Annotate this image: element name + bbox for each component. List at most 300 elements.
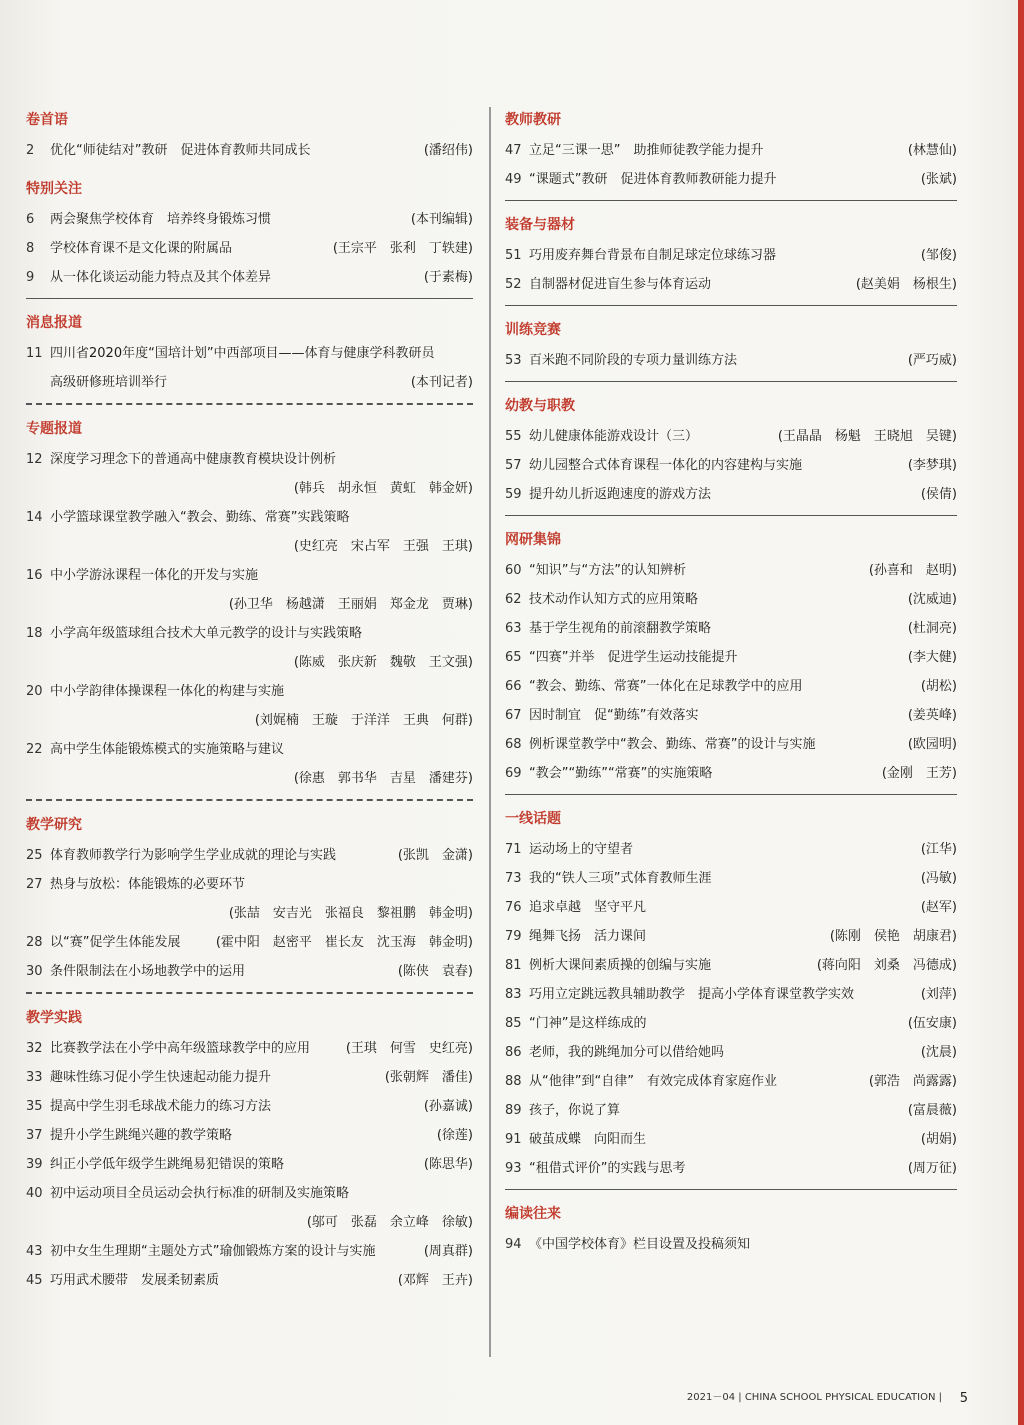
entry-left [505,864,711,893]
entry-left [505,585,698,614]
article-title: 运动场上的守望者 [529,842,634,857]
entry-left [505,614,711,643]
article-title: 巧用废弃舞台背景布自制足球定位球练习器 [529,248,777,263]
article-authors: (江华) [920,842,957,857]
entry-left [26,1063,271,1092]
toc-entry[interactable] [26,263,473,292]
article-authors: (陈思华) [423,1157,473,1172]
article-authors [465,445,473,474]
article-title: 百米跑不同阶段的专项力量训练方法 [529,353,738,368]
page-ref-number: 40 [26,1186,43,1201]
toc-entry[interactable] [505,759,957,788]
page-ref-number: 6 [26,212,35,227]
toc-entry[interactable] [505,585,957,614]
toc-entry[interactable] [26,234,473,263]
entry-left [26,445,336,474]
article-authors: (赵军) [920,900,957,915]
toc-entry[interactable] [26,706,473,735]
article-title: 巧用立定跳远教具辅助教学 提高小学体育课堂教学实效 [529,987,855,1002]
toc-entry[interactable] [26,1034,473,1063]
toc-entry[interactable] [26,1121,473,1150]
entry-left [505,346,737,375]
section-divider [505,1189,957,1190]
article-authors: (韩兵 胡永恒 黄虹 韩金妍) [293,481,473,496]
page-ref-number: 86 [505,1045,522,1060]
page-ref-number: 18 [26,626,43,641]
article-title: 优化“师徒结对”教研 促进体育教师共同成长 [50,143,311,158]
toc-entry[interactable] [26,1150,473,1179]
section-title: 教师教研 [505,112,561,128]
article-authors: (赵美娟 杨根生) [855,277,957,292]
article-authors [465,339,473,368]
page-ref-number: 28 [26,935,43,950]
page-ref-number: 68 [505,737,522,752]
article-title: “教会、勤练、常赛”一体化在足球教学中的应用 [529,679,803,694]
section-title: 教学实践 [26,1010,82,1026]
toc-entry[interactable] [26,205,473,234]
page-ref-number: 53 [505,353,522,368]
article-authors [465,561,473,590]
toc-entry[interactable] [26,764,473,793]
toc-entry[interactable] [26,735,473,764]
page-ref-number: 37 [26,1128,43,1143]
toc-entry[interactable] [505,701,957,730]
toc-entry[interactable] [505,672,957,701]
article-title: 自制器材促进盲生参与体育运动 [529,277,712,292]
article-authors [465,619,473,648]
toc-entry[interactable] [26,474,473,503]
article-authors: (李大健) [907,650,957,665]
toc-entry[interactable] [505,730,957,759]
article-authors: (王琪 何雪 史红亮) [345,1041,473,1056]
article-title: 我的“铁人三项”式体育教师生涯 [529,871,712,886]
page-ref-number: 83 [505,987,522,1002]
section-title: 训练竞赛 [505,322,561,338]
toc-section [26,313,473,405]
toc-entry[interactable] [505,422,957,451]
toc-entry[interactable] [505,1096,957,1125]
toc-entry[interactable] [26,619,473,648]
article-title: 巧用武术腰带 发展柔韧素质 [50,1273,220,1288]
article-authors: (杜洞亮) [907,621,957,636]
toc-entry[interactable] [26,1266,473,1295]
article-authors: (周真群) [423,1244,473,1259]
article-authors: (本刊记者) [410,375,473,390]
page-ref-number: 59 [505,487,522,502]
section-title: 特别关注 [26,181,82,197]
toc-entry[interactable] [26,561,473,590]
toc-entry[interactable] [505,1230,957,1259]
page-ref-number: 2 [26,143,35,158]
page-ref-number: 51 [505,248,522,263]
toc-entry[interactable] [505,241,957,270]
page-ref-number: 14 [26,510,43,525]
red-page-edge [1018,0,1024,1425]
article-authors: (李梦琪) [907,458,957,473]
article-authors: (严巧威) [907,353,957,368]
toc-entry[interactable] [505,643,957,672]
article-authors: (蒋向阳 刘桑 冯德成) [816,958,957,973]
article-authors: (邓辉 王卉) [397,1273,473,1288]
toc-entry[interactable] [505,346,957,375]
entry-left [26,234,232,263]
article-title: 中小学游泳课程一体化的开发与实施 [50,568,259,583]
entry-left [505,1154,685,1183]
toc-entry[interactable] [26,899,473,928]
article-title: “四赛”并举 促进学生运动技能提升 [529,650,738,665]
toc-entry[interactable] [505,136,957,165]
toc-section [505,1204,957,1259]
toc-entry[interactable] [26,339,473,368]
entry-left [26,870,245,899]
right-column [505,110,957,1273]
section-divider [26,298,473,299]
page-ref-number: 94 [505,1237,522,1252]
article-authors: (刘娓楠 王璇 于洋洋 王典 何群) [254,713,473,728]
article-title: 热身与放松：体能锻炼的必要环节 [50,877,246,892]
entry-left [505,241,776,270]
article-title: 追求卓越 坚守平凡 [529,900,647,915]
article-authors: (欧园明) [907,737,957,752]
page-ref-number: 57 [505,458,522,473]
article-title: 提升小学生跳绳兴趣的教学策略 [50,1128,233,1143]
entry-left [26,1121,232,1150]
toc-section [26,1008,473,1295]
article-authors: (霍中阳 赵密平 崔长友 沈玉海 韩金明) [215,935,473,950]
toc-entry[interactable] [505,835,957,864]
toc-entry[interactable] [505,1125,957,1154]
article-title: 孩子，你说了算 [529,1103,621,1118]
toc-entry[interactable] [505,864,957,893]
entry-left [505,730,815,759]
toc-entry[interactable] [26,1237,473,1266]
page-ref-number: 62 [505,592,522,607]
page-ref-number: 35 [26,1099,43,1114]
page-number: 5 [959,1391,968,1406]
toc-entry[interactable] [26,841,473,870]
entry-left [26,841,336,870]
article-title: “租借式评价”的实践与思考 [529,1161,686,1176]
toc-entry[interactable] [505,922,957,951]
toc-entry[interactable] [505,614,957,643]
toc-entry[interactable] [505,951,957,980]
entry-left [26,561,258,590]
article-authors: (刘萍) [920,987,957,1002]
article-authors: (徐莲) [436,1128,473,1143]
entry-left [505,701,698,730]
article-authors: (邬可 张磊 余立峰 徐敏) [306,1215,473,1230]
toc-entry[interactable] [505,1154,957,1183]
page-ref-number: 25 [26,848,43,863]
page-ref-number: 81 [505,958,522,973]
article-authors: (徐惠 郭书华 吉星 潘建芬) [293,771,473,786]
article-title: 基于学生视角的前滚翻教学策略 [529,621,712,636]
page-ref-number: 16 [26,568,43,583]
toc-entry[interactable] [26,503,473,532]
section-divider [26,799,473,801]
toc-entry[interactable] [505,1038,957,1067]
section-title: 教学研究 [26,817,82,833]
entry-left [26,263,271,292]
entry-left [505,893,646,922]
toc-entry[interactable] [26,445,473,474]
toc-entry[interactable] [505,451,957,480]
page-ref-number: 88 [505,1074,522,1089]
page-ref-number: 33 [26,1070,43,1085]
entry-left [505,136,763,165]
footer-issue-info: 2021－04 | CHINA SCHOOL PHYSICAL EDUCATION | [686,1392,942,1403]
article-authors: (金刚 王芳) [881,766,957,781]
article-title: 趣味性练习促小学生快速起动能力提升 [50,1070,272,1085]
article-authors [465,503,473,532]
toc-entry[interactable] [26,928,473,957]
article-title: 初中运动项目全员运动会执行标准的研制及实施策略 [50,1186,350,1201]
article-authors: (胡松) [920,679,957,694]
entry-left [26,957,245,986]
toc-entry[interactable] [26,957,473,986]
page-ref-number: 67 [505,708,522,723]
entry-left [505,1038,724,1067]
entry-left [505,1067,777,1096]
entry-left [26,1179,349,1208]
article-title: 比赛教学法在小学中高年级篮球教学中的应用 [50,1041,311,1056]
article-title: 从一体化谈运动能力特点及其个体差异 [50,270,272,285]
article-title: 深度学习理念下的普通高中健康教育模块设计例析 [50,452,337,467]
section-title: 编读往来 [505,1206,561,1222]
article-authors: (胡娟) [920,1132,957,1147]
article-authors: (伍安康) [907,1016,957,1031]
article-title: 高级研修班培训举行 [50,375,168,390]
article-authors: (张斌) [920,172,957,187]
toc-entry[interactable] [26,1092,473,1121]
page-ref-number: 65 [505,650,522,665]
toc-section [505,809,957,1190]
article-authors: (侯倩) [920,487,957,502]
toc-entry[interactable] [505,1067,957,1096]
section-title: 幼教与职教 [505,398,575,414]
article-authors: (沈晨) [920,1045,957,1060]
article-title: 四川省2020年度“国培计划”中西部项目——体育与健康学科教研员 [50,346,435,361]
entry-left [505,1096,620,1125]
page-ref-number: 9 [26,270,35,285]
page-ref-number: 11 [26,346,43,361]
section-title: 网研集锦 [505,532,561,548]
article-title: 绳舞飞扬 活力课间 [529,929,647,944]
entry-left [505,835,633,864]
article-title: 纠正小学低年级学生跳绳易犯错误的策略 [50,1157,285,1172]
article-authors: (周万征) [907,1161,957,1176]
section-divider [505,381,957,382]
toc-entry[interactable] [505,893,957,922]
article-authors: (孙卫华 杨越潇 王丽娟 郑金龙 贾琳) [228,597,473,612]
article-title: 例析课堂教学中“教会、勤练、常赛”的设计与实施 [529,737,816,752]
article-title: 例析大课间素质操的创编与实施 [529,958,712,973]
section-divider [505,200,957,201]
toc-section [505,396,957,516]
article-authors: (陈威 张庆新 魏敬 王文强) [293,655,473,670]
article-authors [465,677,473,706]
entry-left [505,556,686,585]
toc-entry[interactable] [505,556,957,585]
page-ref-number: 52 [505,277,522,292]
entry-left [505,922,646,951]
page-ref-number: 12 [26,452,43,467]
article-authors: (孙喜和 赵明) [868,563,957,578]
entry-left [26,1034,310,1063]
entry-left [505,165,776,194]
entry-left [505,980,854,1009]
article-title: 体育教师教学行为影响学生学业成就的理论与实践 [50,848,337,863]
entry-left [26,1092,271,1121]
article-title: 条件限制法在小场地教学中的运用 [50,964,246,979]
toc-entry[interactable] [26,648,473,677]
toc-section [505,110,957,201]
article-title: 高中学生体能锻炼模式的实施策略与建议 [50,742,285,757]
section-divider [505,305,957,306]
entry-left [26,1150,284,1179]
left-column [26,110,473,1309]
article-authors: (张朝辉 潘佳) [384,1070,473,1085]
entry-left [26,136,310,165]
page-ref-number: 32 [26,1041,43,1056]
toc-section [26,815,473,994]
article-authors: (邹俊) [920,248,957,263]
toc-section [505,215,957,306]
entry-left [26,1266,219,1295]
article-title: 幼儿健康体能游戏设计（三） [529,429,699,444]
article-authors: (郭浩 尚露露) [868,1074,957,1089]
article-title: “门神”是这样练成的 [529,1016,647,1031]
page-ref-number: 89 [505,1103,522,1118]
entry-left [505,451,802,480]
page-ref-number: 49 [505,172,522,187]
article-title: 两会聚焦学校体育 培养终身锻炼习惯 [50,212,272,227]
toc-entry[interactable] [26,136,473,165]
page-ref-number: 60 [505,563,522,578]
article-authors: (陈侠 袁春) [397,964,473,979]
article-title: 老师，我的跳绳加分可以借给她吗 [529,1045,725,1060]
entry-left [26,503,349,532]
article-title: 小学高年级篮球组合技术大单元教学的设计与实践策略 [50,626,363,641]
page-ref-number: 76 [505,900,522,915]
entry-left [505,951,711,980]
page-ref-number: 73 [505,871,522,886]
page-ref-number: 20 [26,684,43,699]
article-title: 以“赛”促学生体能发展 [50,935,181,950]
entry-left [26,735,284,764]
toc-section [26,110,473,165]
page-ref-number: 27 [26,877,43,892]
toc-entry[interactable] [26,590,473,619]
entry-left [26,368,167,397]
page-ref-number: 93 [505,1161,522,1176]
article-title: 初中女生生理期“主题处方式”瑜伽锻炼方案的设计与实施 [50,1244,376,1259]
toc-entry[interactable] [505,980,957,1009]
section-divider [505,794,957,795]
toc-entry[interactable] [505,270,957,299]
column-divider [489,107,491,1357]
article-title: 学校体育课不是文化课的附属品 [50,241,233,256]
toc-entry[interactable] [505,165,957,194]
toc-entry[interactable] [26,368,473,397]
toc-entry[interactable] [505,1009,957,1038]
article-title: 立足“三课一思” 助推师徒教学能力提升 [529,143,764,158]
article-authors: (姜英峰) [907,708,957,723]
page-ref-number: 30 [26,964,43,979]
section-title: 卷首语 [26,112,68,128]
article-authors: (富晨薇) [907,1103,957,1118]
entry-left [26,677,284,706]
article-authors: (陈刚 侯艳 胡康君) [829,929,957,944]
article-authors: (于素梅) [423,270,473,285]
article-title: 中小学韵律体操课程一体化的构建与实施 [50,684,285,699]
toc-entry[interactable] [26,677,473,706]
page-ref-number: 39 [26,1157,43,1172]
article-authors: (本刊编辑) [410,212,473,227]
toc-entry[interactable] [26,1063,473,1092]
entry-left [505,1009,646,1038]
entry-left [26,928,180,957]
article-authors: (王晶晶 杨魁 王晓旭 吴键) [777,429,957,444]
toc-section [26,419,473,801]
article-authors: (张喆 安吉光 张福良 黎祖鹏 韩金明) [228,906,473,921]
entry-left [26,1237,375,1266]
page-ref-number: 79 [505,929,522,944]
toc-entry[interactable] [505,480,957,509]
entry-left [505,1125,646,1154]
toc-entry[interactable] [26,1179,473,1208]
entry-left [26,619,362,648]
entry-left [505,270,711,299]
page-ref-number: 85 [505,1016,522,1031]
entry-left [505,643,737,672]
article-title: 因时制宜 促“勤练”有效落实 [529,708,699,723]
page-ref-number: 71 [505,842,522,857]
page-ref-number: 91 [505,1132,522,1147]
article-authors [465,1179,473,1208]
article-title: 《中国学校体育》栏目设置及投稿须知 [529,1237,751,1252]
entry-left [505,672,802,701]
toc-entry[interactable] [26,1208,473,1237]
page-ref-number: 22 [26,742,43,757]
page-ref-number: 69 [505,766,522,781]
article-title: 提高中学生羽毛球战术能力的练习方法 [50,1099,272,1114]
article-authors: (史红亮 宋占军 王强 王琪) [293,539,473,554]
article-authors: (沈威迪) [907,592,957,607]
section-divider [505,515,957,516]
article-authors [465,870,473,899]
article-authors [949,1230,957,1259]
article-authors: (冯敏) [920,871,957,886]
page-ref-number: 8 [26,241,35,256]
article-authors: (孙嘉诚) [423,1099,473,1114]
page-ref-number: 47 [505,143,522,158]
entry-left [26,339,435,368]
article-title: “课题式”教研 促进体育教师教研能力提升 [529,172,777,187]
toc-entry[interactable] [26,870,473,899]
page-ref-number: 66 [505,679,522,694]
page-ref-number: 45 [26,1273,43,1288]
toc-entry[interactable] [26,532,473,561]
article-authors: (张凯 金潇) [397,848,473,863]
article-title: 幼儿园整合式体育课程一体化的内容建构与实施 [529,458,803,473]
toc-section [505,530,957,795]
section-divider [26,992,473,994]
article-title: “教会”“勤练”“常赛”的实施策略 [529,766,713,781]
article-title: 技术动作认知方式的应用策略 [529,592,699,607]
toc-section [26,179,473,299]
entry-left [505,422,698,451]
